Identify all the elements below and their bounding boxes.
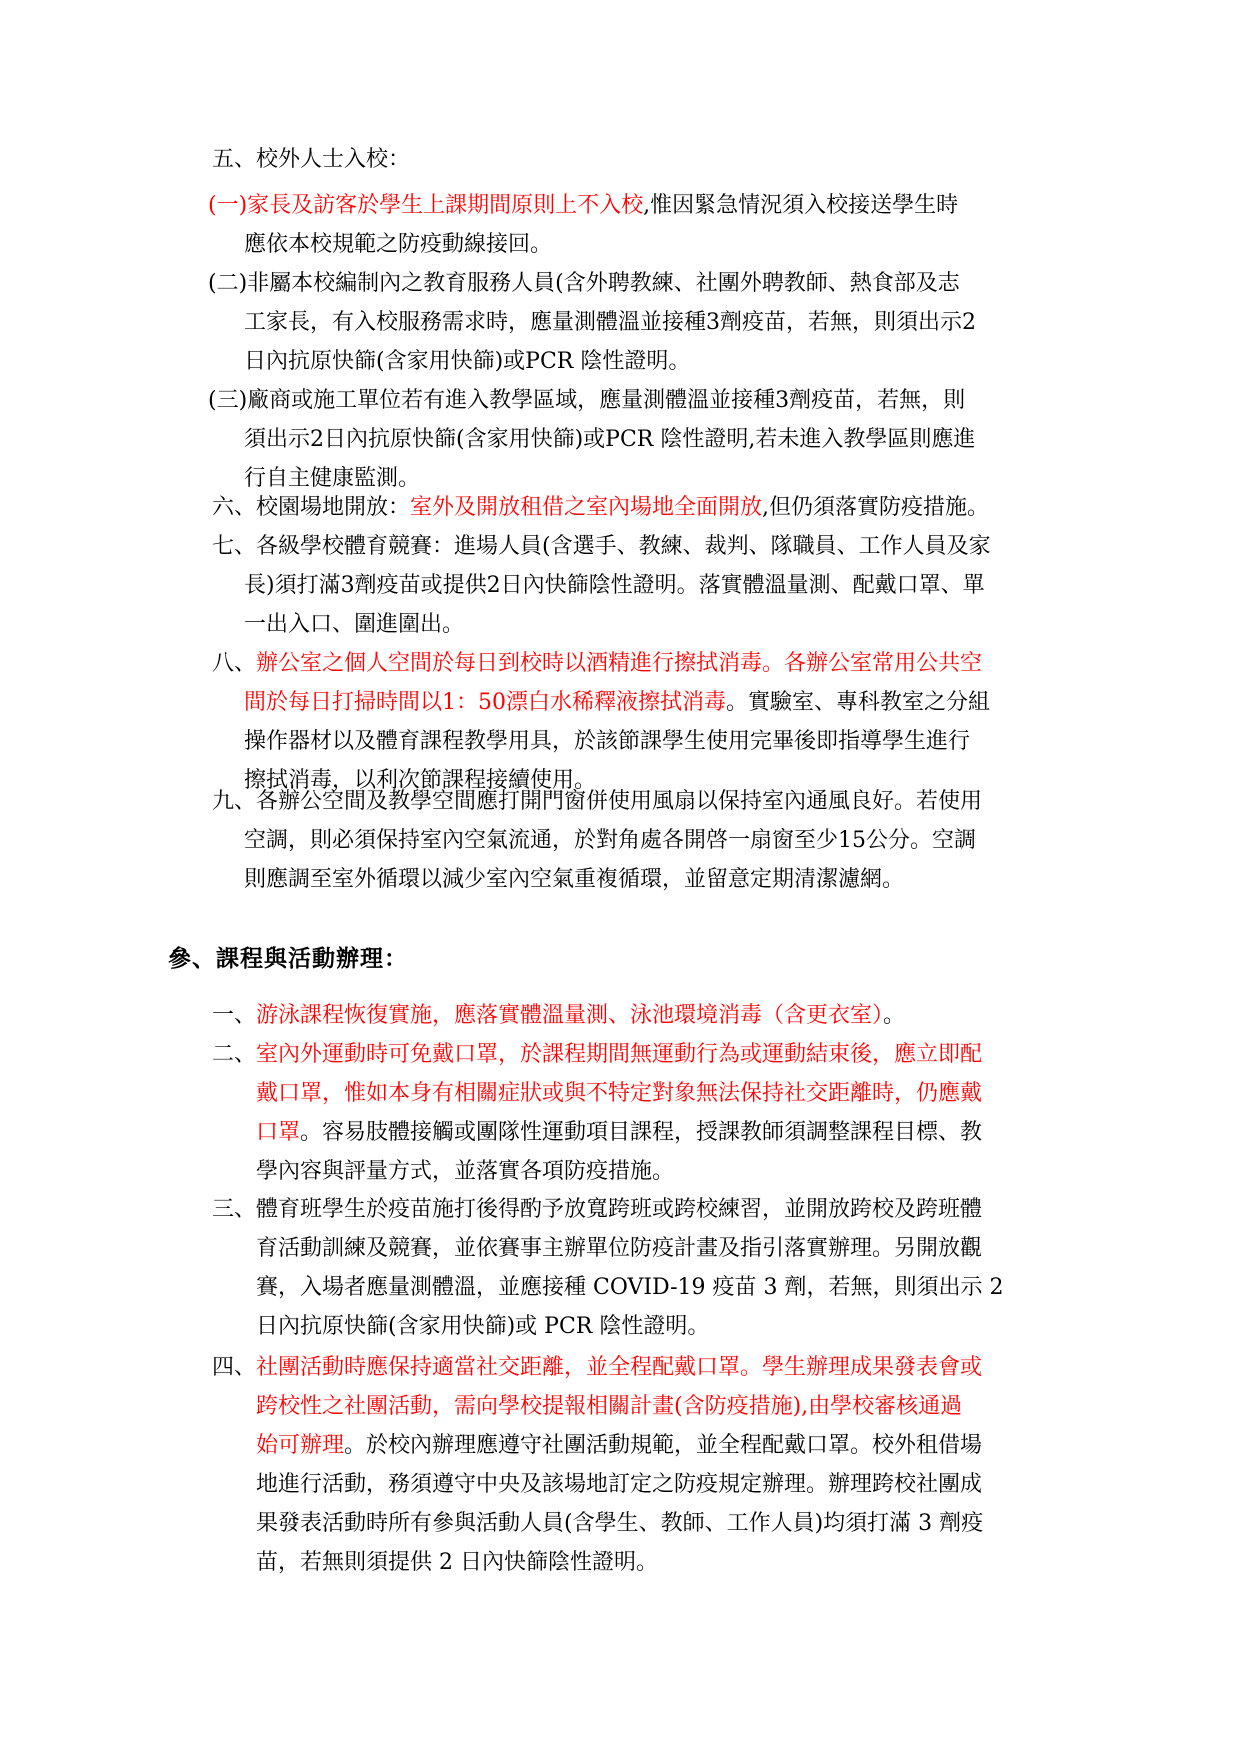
section-six-prefix: 六、校園場地開放： [212, 495, 411, 520]
course-four-line-3-rest: 。於校內辦理應遵守社團活動規範，並全程配戴口罩。校外租借場 [344, 1433, 983, 1458]
section-eight-prefix: 八、 [212, 651, 257, 676]
section-six-rest: ,但仍須落實防疫措施。 [762, 495, 990, 520]
course-two-line-3-rest: 。容易肢體接觸或團隊性運動項目課程，授課教師須調整課程目標、教 [300, 1120, 983, 1145]
section-eight-line-2-rest: 。實驗室、專科教室之分組 [726, 690, 991, 715]
staff-rule-line-1: (二)非屬本校編制內之教育服務人員(含外聘教練、社團外聘教師、熱食部及志 [208, 271, 960, 296]
section-six [212, 488, 989, 527]
course-two-line-2-red: 戴口罩，惟如本身有相關症狀或與不特定對象無法保持社交距離時，仍應戴 [256, 1081, 983, 1106]
vendor-rule-line-3: 行自主健康監測。 [244, 466, 421, 491]
section-eight-line-1-red: 辦公室之個人空間於每日到校時以酒精進行擦拭消毒。各辦公室常用公共空 [256, 651, 983, 676]
visitor-rule-rest: ,惟因緊急情況須入校接送學生時 [643, 193, 959, 218]
staff-rule-line-2: 工家長，有入校服務需求時，應量測體溫並接種3劑疫苗，若無，則須出示2 [244, 310, 976, 335]
course-four-line-6: 苗，若無則須提供 2 日內快篩陰性證明。 [256, 1550, 658, 1575]
visitor-rule-red: (一)家長及訪客於學生上課期間原則上不入校 [208, 193, 644, 218]
section-five-title: 五、校外人士入校： [212, 147, 411, 172]
course-one-end: 。 [883, 1003, 906, 1028]
course-three-line-1: 三、體育班學生於疫苗施打後得酌予放寬跨班或跨校練習，並開放跨校及跨班體 [212, 1197, 983, 1222]
section-nine-line-3: 則應調至室外循環以減少室內空氣重複循環，並留意定期清潔濾網。 [244, 867, 905, 892]
course-one [212, 996, 905, 1035]
course-four-line-2-red: 跨校性之社團活動，需向學校提報相關計畫(含防疫措施),由學校審核通過 [256, 1394, 963, 1419]
section-eight-line-2-red: 間於每日打掃時間以1：50漂白水稀釋液擦拭消毒 [244, 690, 726, 715]
section-heading-three: 參、課程與活動辦理： [168, 946, 408, 972]
section-five-item-2 [208, 264, 976, 381]
course-four [212, 1348, 983, 1582]
section-seven [212, 527, 991, 644]
course-three-line-2: 育活動訓練及競賽，並依賽事主辦單位防疫計畫及指引落實辦理。另開放觀 [256, 1236, 983, 1261]
section-nine [212, 782, 982, 899]
course-four-line-4: 地進行活動，務須遵守中央及該場地訂定之防疫規定辦理。辦理跨校社團成 [256, 1472, 983, 1497]
course-four-line-3-red: 始可辦理 [256, 1433, 345, 1458]
vendor-rule-line-2: 須出示2日內抗原快篩(含家用快篩)或PCR 陰性證明,若未進入教學區則應進 [244, 427, 976, 452]
vendor-rule-line-1: (三)廠商或施工單位若有進入教學區域，應量測體溫並接種3劑疫苗，若無，則 [208, 388, 966, 413]
course-four-line-1-red: 社團活動時應保持適當社交距離，並全程配戴口罩。學生辦理成果發表會或 [256, 1355, 983, 1380]
section-seven-line-3: 一出入口、圍進圍出。 [244, 612, 465, 637]
course-three-line-3: 賽，入場者應量測體溫，並應接種 COVID-19 疫苗 3 劑，若無，則須出示 2 [256, 1275, 1004, 1300]
section-eight-line-4: 擦拭消毒，以利次節課程接續使用。 [244, 768, 597, 793]
course-three-line-4: 日內抗原快篩(含家用快篩)或 PCR 陰性證明。 [256, 1314, 710, 1339]
course-four-prefix: 四、 [212, 1355, 257, 1380]
section-five-item-1 [208, 186, 958, 264]
section-five-item-3 [208, 381, 975, 498]
section-five [212, 140, 410, 179]
course-two [212, 1035, 982, 1191]
section-eight [212, 644, 990, 800]
visitor-rule-line-2: 應依本校規範之防疫動線接回。 [244, 232, 553, 257]
course-one-red: 游泳課程恢復實施，應落實體溫量測、泳池環境消毒（含更衣室） [256, 1003, 884, 1028]
course-two-line-3-red: 口罩 [256, 1120, 301, 1145]
course-two-line-1-red: 室內外運動時可免戴口罩，於課程期間無運動行為或運動結束後，應立即配 [256, 1042, 983, 1067]
staff-rule-line-3: 日內抗原快篩(含家用快篩)或PCR 陰性證明。 [244, 349, 691, 374]
course-one-prefix: 一、 [212, 1003, 257, 1028]
section-nine-line-1: 九、各辦公空間及教學空間應打開門窗併使用風扇以保持室內通風良好。若使用 [212, 789, 983, 814]
section-six-red: 室外及開放租借之室內場地全面開放 [410, 495, 763, 520]
course-three [212, 1190, 1004, 1346]
section-seven-line-2: 長)須打滿3劑疫苗或提供2日內快篩陰性證明。落實體溫量測、配戴口罩、單 [244, 573, 985, 598]
section-nine-line-2: 空調，則必須保持室內空氣流通，於對角處各開啓一扇窗至少15公分。空調 [244, 828, 976, 853]
course-two-line-4: 學內容與評量方式，並落實各項防疫措施。 [256, 1159, 675, 1184]
section-eight-line-3: 操作器材以及體育課程教學用具，於該節課學生使用完畢後即指導學生進行 [244, 729, 971, 754]
course-four-line-5: 果發表活動時所有參與活動人員(含學生、教師、工作人員)均須打滿 3 劑疫 [256, 1511, 984, 1536]
course-two-prefix: 二、 [212, 1042, 257, 1067]
section-seven-line-1: 七、各級學校體育競賽：進場人員(含選手、教練、裁判、隊職員、工作人員及家 [212, 534, 991, 559]
